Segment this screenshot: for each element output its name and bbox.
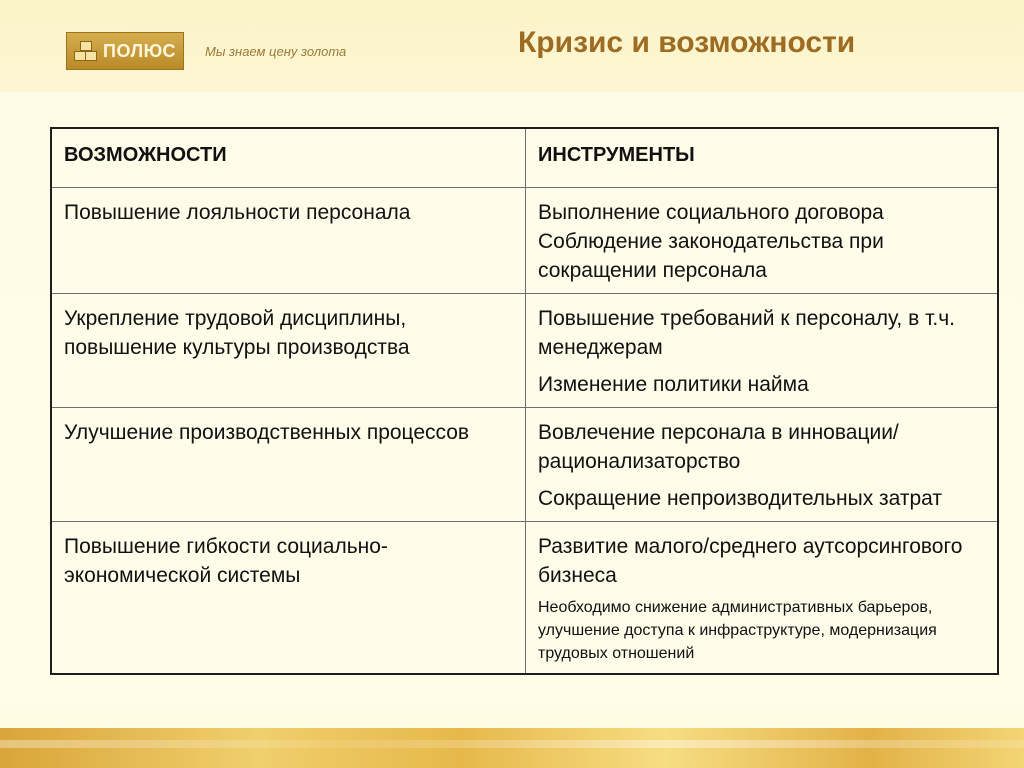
footer-gold-band xyxy=(0,728,1024,768)
page-title: Кризис и возможности xyxy=(518,26,856,59)
tools-cell xyxy=(526,188,999,294)
opportunity-cell: Улучшение производственных процессов xyxy=(51,408,526,522)
table-row xyxy=(51,294,998,408)
tools-cell xyxy=(526,408,999,522)
opportunity-cell: Укрепление трудовой дисциплины, повышение культуры производства xyxy=(51,294,526,408)
gold-bars-icon xyxy=(73,39,97,63)
logo-text: ПОЛЮС xyxy=(103,40,176,61)
column-header-tools: ИНСТРУМЕНТЫ xyxy=(526,128,999,188)
tool-item: Соблюдение законодательства при сокращении персонала xyxy=(538,230,884,282)
table-row xyxy=(51,522,998,675)
tool-item: Развитие малого/среднего аутсорсингового бизнеса xyxy=(538,535,963,587)
tagline: Мы знаем цену золота xyxy=(205,44,347,59)
table-header-row xyxy=(51,128,998,188)
table-row xyxy=(51,188,998,294)
company-logo xyxy=(66,32,184,70)
opportunities-table xyxy=(50,127,999,675)
tool-item: Изменение политики найма xyxy=(538,373,809,396)
tools-cell xyxy=(526,294,999,408)
opportunity-cell: Повышение гибкости социально-экономической системы xyxy=(51,522,526,675)
opportunity-cell: Повышение лояльности персонала xyxy=(51,188,526,294)
tool-item: Повышение требований к персоналу, в т.ч. менеджерам xyxy=(538,307,955,359)
tool-item: Сокращение непроизводительных затрат xyxy=(538,487,943,510)
tools-cell xyxy=(526,522,999,675)
column-header-opportunities: ВОЗМОЖНОСТИ xyxy=(51,128,526,188)
tool-item: Вовлечение персонала в инновации/рационализаторство xyxy=(538,421,899,473)
table-row xyxy=(51,408,998,522)
tool-note: Необходимо снижение административных барьеров, улучшение доступа к инфраструктуре, модернизация трудовых отношений xyxy=(538,599,937,662)
tool-item: Выполнение социального договора xyxy=(538,201,884,224)
header-band xyxy=(0,0,1024,92)
